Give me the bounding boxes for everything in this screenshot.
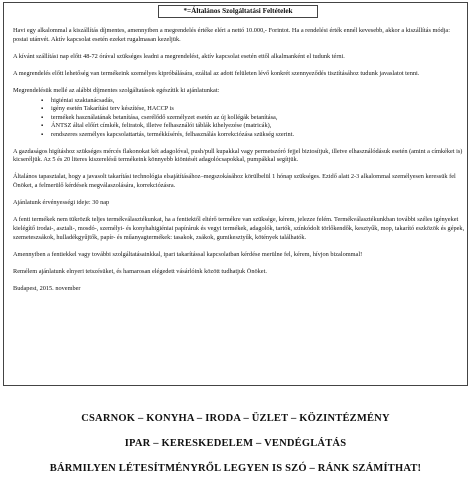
terms-document xyxy=(3,2,468,386)
paragraph-order-deadline: A kívánt szállítási nap előtt 48-72 órával szükséges leadni a megrendelést, aktív kapcsolat esetén ettől alkalmanként el tudunk térni. xyxy=(13,52,345,60)
services-list xyxy=(13,97,465,140)
slogan-line-3: BÁRMILYEN LÉTESÍTMÉNYRŐL LEGYEN IS SZÓ – RÁNK SZÁMÍTHAT! xyxy=(49,463,422,474)
paragraph-dispensers: A gazdaságos higításhoz szükséges mércés flakonokat két adagolóval, push/pull kupakkal vagy permetszóró fejjel biztosítjuk, illetve elhasználódásuk esetén (amint a címkéket is) kicseréljük. Az 5 és 20 literes kiszerelésű termékeink könnyebb kiöntését adagolócsapokkal, pumpákkal segítjük. xyxy=(13,147,463,164)
paragraph-product-range: A fenti termékek nem tükrözik teljes termékválasztékunkat, ha a fentiektől eltérő termékre van szüksége, kérem, jelezze felém. Termékválasztékunkban további széles igényeket kielégítő irodai-, asztali-, mosdó-, személyi- és konyhahigiéniai papíráruk és vegyi termékek, adagolók, tartók, színkódolt törlőkendők, kesztyűk, mop, takarító eszközök és gépek, szemeteszsákok, hulladékgyűjtők, papír- és műanyagtermékek: tasakok, zsákok, gumikesztyűk, kötények találhatók. xyxy=(13,216,465,241)
paragraph-closing: Remélem ajánlatunk elnyeri tetszésüket, és hamarosan elégedett vásárlóink között tudhatjuk Önöket. xyxy=(13,267,267,275)
list-item: ▪ termékek használatának betanítása, cserélődő személyzet esetén az új kollégák betanítása, xyxy=(41,114,465,123)
paragraph-services-intro: Megrendelésük mellé az alábbi díjmentes szolgáltatások egészítik ki ajánlatunkat: xyxy=(13,86,220,94)
document-body xyxy=(13,27,465,301)
paragraph-delivery: Havi egy alkalommal a kiszállítás díjmentes, amennyiben a megrendelés értéke eléri a nettó 10.000,- Forintot. Ha a rendelési érték ennél kevesebb, akkor a kiszállítás módja: postai utánvét. Aktív kapcsolat esetén ezeket rugalmasan kezeljük. xyxy=(13,27,450,43)
list-item: ▪ rendszeres személyes kapcsolattartás, termékkísérés, felhasználás korrekciózása szükség szerint. xyxy=(41,131,465,140)
list-item: ▪ higiéniai szaktanácsadás, xyxy=(41,97,465,106)
paragraph-validity: Ajánlatunk érvényességi ideje: 30 nap xyxy=(13,199,110,207)
paragraph-training: Általános tapasztalat, hogy a javasolt takarítási technológia elsajátításához–megszokásához körülbelül 1 hónap szükséges. Ezidő alatt 2-3 alkalommal személyesen keressük fel Önöket, a felmerülő kérdések megválaszolására, korrekciózásra. xyxy=(13,173,456,190)
paragraph-contact: Amennyiben a fentiekkel vagy további szolgáltatásainkkal, ipari takarítással kapcsolatban kérdése merülne fel, kérem, hívjon bizalommal! xyxy=(13,250,363,258)
paragraph-date: Budapest, 2015. november xyxy=(13,284,81,292)
document-title: *=Általános Szolgáltatási Feltételek xyxy=(158,5,318,18)
list-item: ▪ ÁNTSZ által előírt címkék, feliratok, illetve felhasználói táblák kihelyezése (matricák), xyxy=(41,122,465,131)
list-item: ▪ igény esetén Takarítási terv készítése, HACCP is xyxy=(41,105,465,114)
paragraph-product-trial: A megrendelés előtt lehetőség van termékeink személyes kipróbálására, ezáltal az adott felületen lévő konkrét szennyeződés tisztításához tudunk javaslatot tenni. xyxy=(13,69,420,77)
slogan-line-2: IPAR – KERESKEDELEM – VENDÉGLÁTÁS xyxy=(124,438,347,449)
slogan-line-1: CSARNOK – KONYHA – IRODA – ÜZLET – KÖZINTÉZMÉNY xyxy=(81,413,390,424)
